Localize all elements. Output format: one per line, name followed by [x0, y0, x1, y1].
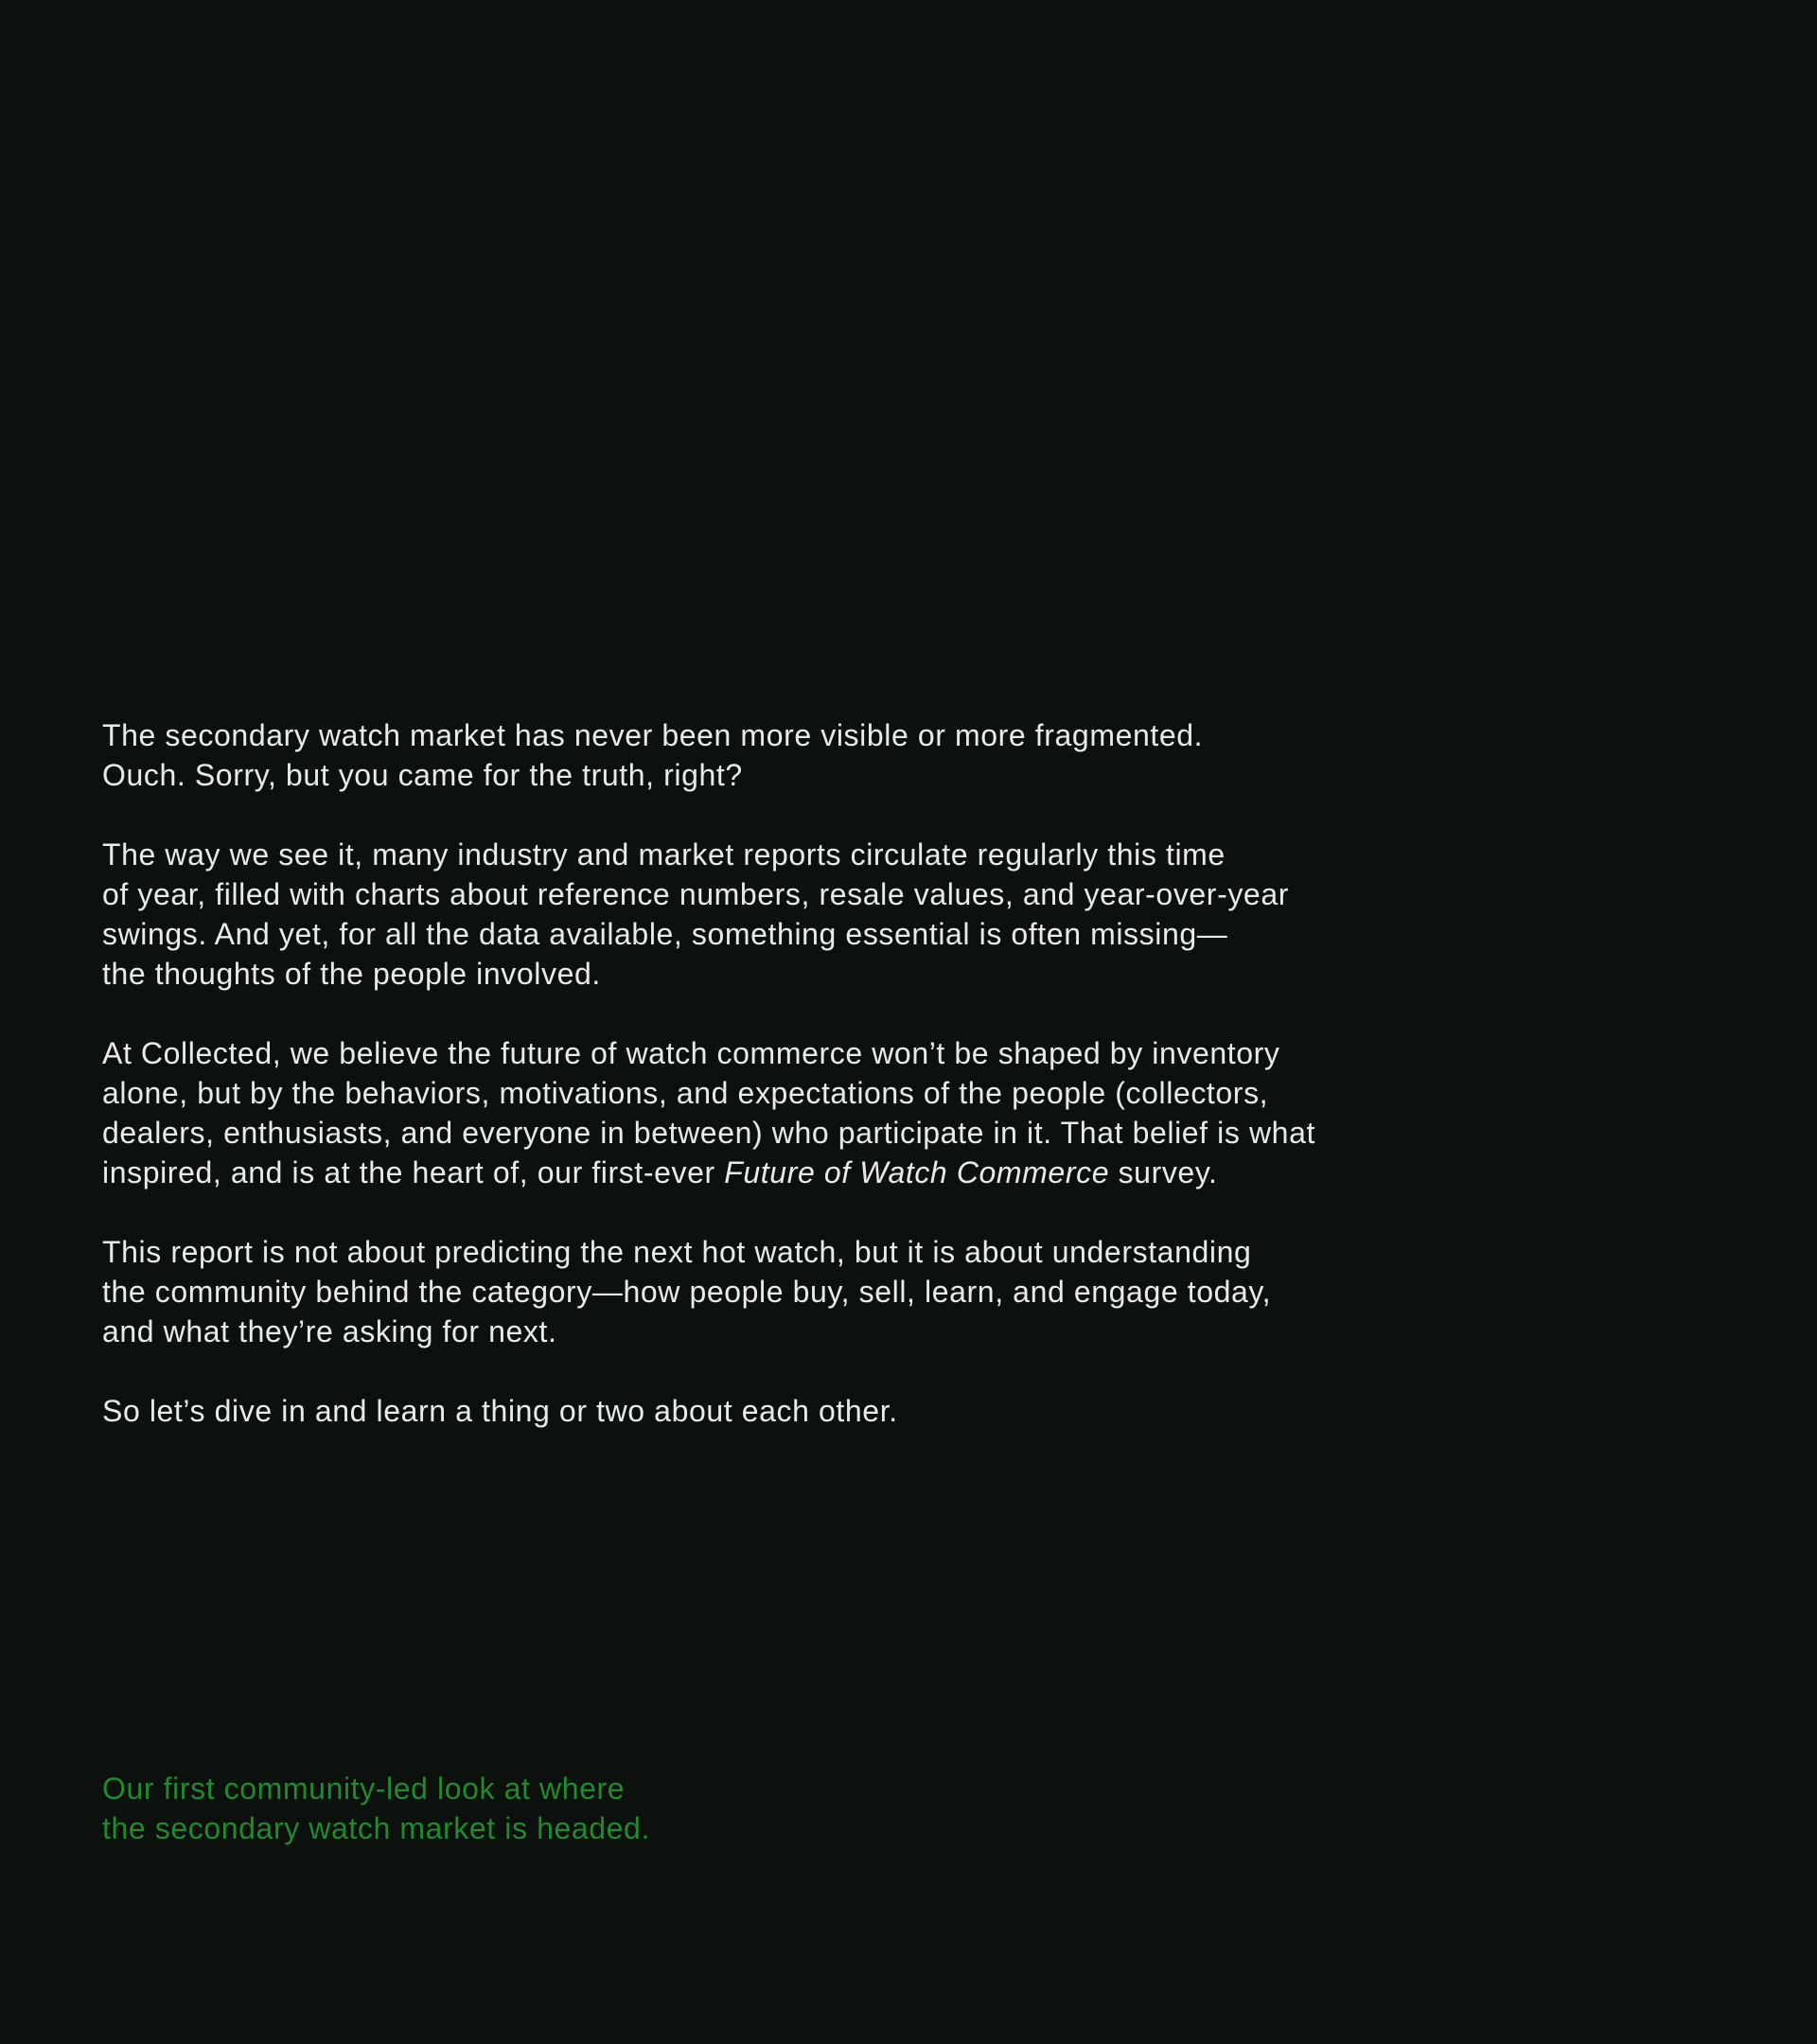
intro-p3-line-1: At Collected, we believe the future of watch commerce won’t be shaped by inventory [102, 1036, 1280, 1070]
intro-p5-line-1: So let’s dive in and learn a thing or two about each other. [102, 1394, 898, 1428]
tagline-line-2: the secondary watch market is headed. [102, 1811, 650, 1845]
intro-p3-line-4-end: survey. [1109, 1155, 1218, 1189]
intro-p4-line-2: the community behind the category—how people buy, sell, learn, and engage today, [102, 1275, 1272, 1309]
intro-paragraph-5 [102, 1391, 1427, 1431]
intro-body [102, 715, 1427, 1431]
tagline-line-1: Our first community-led look at where [102, 1771, 626, 1806]
intro-p2-line-3: swings. And yet, for all the data available, something essential is often missing— [102, 917, 1228, 951]
intro-p2-line-1: The way we see it, many industry and market reports circulate regularly this time [102, 837, 1226, 872]
intro-paragraph-1 [102, 715, 1427, 795]
intro-p2-line-4: the thoughts of the people involved. [102, 957, 601, 991]
intro-p4-line-1: This report is not about predicting the next hot watch, but it is about understanding [102, 1235, 1252, 1269]
intro-paragraph-2 [102, 835, 1427, 994]
survey-title: Future of Watch Commerce [724, 1155, 1110, 1189]
intro-p4-line-3: and what they’re asking for next. [102, 1314, 557, 1348]
intro-p1-line-1: The secondary watch market has never been more visible or more fragmented. [102, 718, 1204, 752]
intro-p3-line-3: dealers, enthusiasts, and everyone in between) who participate in it. That belief is what [102, 1116, 1315, 1150]
intro-paragraph-4 [102, 1232, 1427, 1351]
intro-p3-line-4-start: inspired, and is at the heart of, our first-ever [102, 1155, 725, 1189]
intro-p3-line-2: alone, but by the behaviors, motivations, and expectations of the people (collectors, [102, 1076, 1269, 1110]
intro-paragraph-3 [102, 1033, 1427, 1192]
intro-p1-line-2: Ouch. Sorry, but you came for the truth, right? [102, 758, 743, 792]
intro-p2-line-2: of year, filled with charts about reference numbers, resale values, and year-over-year [102, 877, 1289, 911]
intro-p3-line-4 [102, 1153, 1427, 1192]
tagline [102, 1769, 954, 1848]
